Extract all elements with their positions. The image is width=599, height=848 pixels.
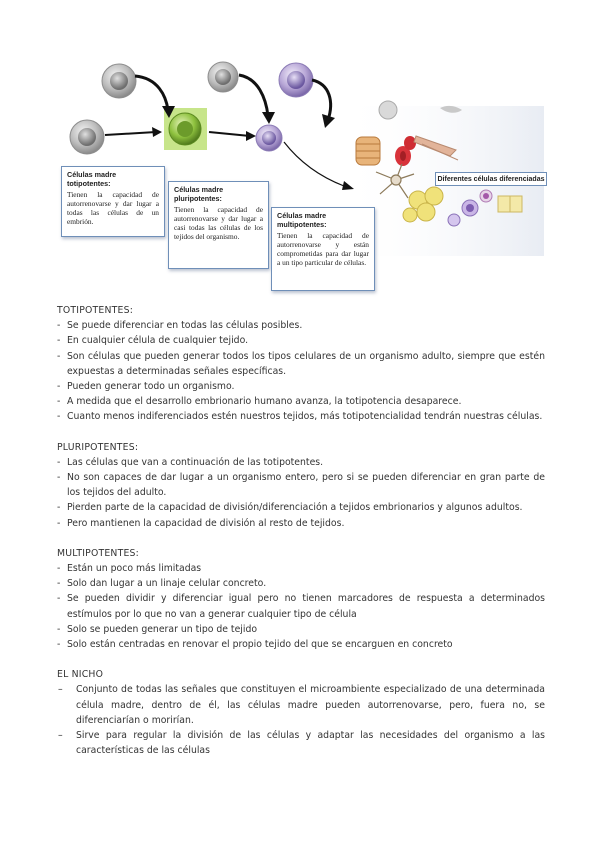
list-item: - Están un poco más limitadas: [57, 561, 545, 576]
list-item: - Solo se pueden generar un tipo de tejido: [57, 622, 545, 637]
list-item: - A medida que el desarrollo embrionario humano avanza, la totipotencia desaparece.: [57, 394, 545, 409]
section-heading: TOTIPOTENTES:: [57, 305, 134, 316]
totipotent-cell-top: [102, 64, 136, 98]
list-item: - En cualquier célula de cualquier tejido.: [57, 333, 545, 348]
totipotent-cell-bottom: [70, 120, 104, 154]
cardiac-tissue-icon: [356, 137, 380, 165]
section-heading: MULTIPOTENTES:: [57, 547, 139, 559]
bullet-list: [57, 561, 545, 652]
dash-list: [57, 682, 545, 758]
section-nicho: [57, 667, 545, 758]
multipotent-box: [271, 207, 375, 291]
totipotent-description: Tienen la capacidad de autorrenovarse y dar lugar a todas las células de un embrión.: [67, 190, 159, 227]
arrow-curve-3: [312, 80, 331, 120]
totipotent-box: [61, 166, 165, 237]
bullet-list: [57, 455, 545, 531]
list-item: – Conjunto de todas las señales que constituyen el microambiente especializado de una determinada célula madre, dentro de él, las células madre pueden autorrenovarse, pero, fuera no, se diferenciarían o morirían.: [57, 682, 545, 728]
list-item: - Pierden parte de la capacidad de división/diferenciación a tejidos embrionarios y algunos adultos.: [57, 500, 545, 515]
list-item: - Son células que pueden generar todos los tipos celulares de un organismo adulto, siempre que estén expuestas a determinadas señales específicas.: [57, 349, 545, 379]
misc-round-cell-icon: [379, 101, 397, 119]
multipotent-title: Células madre multipotentes:: [277, 211, 327, 229]
multipotent-cell-top: [279, 63, 313, 97]
list-item: - Pero mantienen la capacidad de división al resto de tejidos.: [57, 516, 545, 531]
list-item: - Las células que van a continuación de las totipotentes.: [57, 455, 545, 470]
section-totipotentes: [57, 303, 545, 425]
list-item: – Sirve para regular la división de las células y adaptar las necesidades del organismo a las características de las células: [57, 728, 545, 758]
multipotent-description: Tienen la capacidad de autorrenovarse y están comprometidas para dar lugar a un tipo particular de células.: [277, 231, 369, 268]
multipotent-cell-bottom: [256, 125, 282, 151]
arrow-curve-2: [239, 75, 268, 116]
arrow-curve-1: [135, 76, 168, 110]
list-item: - Cuanto menos indiferenciados estén nuestros tejidos, más totipotencialidad tendrán nuestras células.: [57, 409, 545, 424]
epithelial-cells-icon: [498, 196, 522, 212]
list-item: - Pueden generar todo un organismo.: [57, 379, 545, 394]
totipotent-title: Células madre totipotentes:: [67, 170, 117, 188]
section-heading: EL NICHO: [57, 669, 104, 681]
list-item: - Solo están centradas en renovar el propio tejido del que se encarguen en concreto: [57, 637, 545, 652]
arrow-to-differentiated: [284, 142, 344, 186]
pluripotent-description: Tienen la capacidad de autorrenovarse y dar lugar a casi todas las células de los tejidos del organismo.: [174, 205, 263, 242]
section-heading: PLURIPOTENTES:: [57, 441, 139, 453]
list-item: - Se puede diferenciar en todas las células posibles.: [57, 318, 545, 333]
pluripotent-cell-green: [169, 113, 201, 145]
pluripotent-cell-top-grey: [208, 62, 238, 92]
list-item: - Se pueden dividir y diferenciar igual pero no tienen marcadores de respuesta a determinados estímulos por lo que no van a generar cualquier tipo de célula: [57, 591, 545, 621]
pluripotent-box: [168, 181, 269, 269]
bullet-list: [57, 318, 545, 424]
arrow-horizontal-2: [209, 132, 250, 136]
differentiated-cells-label: Diferentes células diferenciadas: [435, 172, 547, 186]
list-item: - No son capaces de dar lugar a un organismo entero, pero si se pueden diferenciar en gran parte de los tejidos del adulto.: [57, 470, 545, 500]
list-item: - Solo dan lugar a un linaje celular concreto.: [57, 576, 545, 591]
stem-cell-figure: [58, 48, 544, 296]
notes-text: [57, 303, 545, 773]
section-pluripotentes: [57, 440, 545, 531]
pluripotent-title: Células madre pluripotentes:: [174, 185, 224, 203]
arrow-horizontal-1: [105, 132, 156, 135]
section-multipotentes: [57, 546, 545, 652]
